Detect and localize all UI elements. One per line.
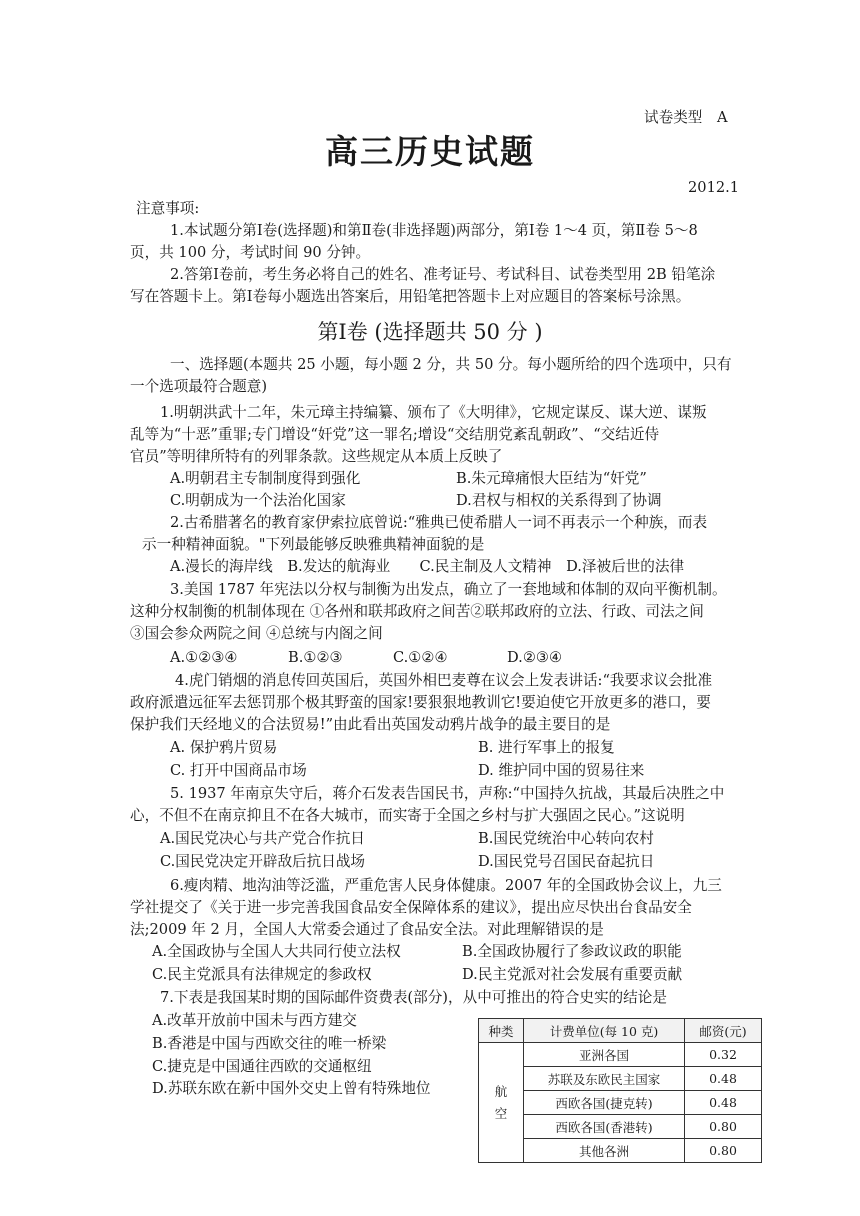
q6-option-d: D.民主党派对社会发展有重要贡献 xyxy=(462,966,683,983)
table-cell-fee: 0.32 xyxy=(685,1043,762,1067)
q5-option-a: A.国民党决心与共产党合作抗日 xyxy=(160,830,365,847)
note-2-line-1: 2.答第Ⅰ卷前，考生务必将自己的姓名、准考证号、考试科目、试卷类型用 2B 铅笔涂 xyxy=(170,266,716,283)
q3-option-a: A.①②③④ xyxy=(170,649,238,666)
paper-type-label: 试卷类型 A xyxy=(644,109,728,126)
q1-option-b: B.朱元璋痛恨大臣结为“奸党” xyxy=(456,470,647,487)
q4-option-d: D. 维护同中国的贸易往来 xyxy=(478,762,645,779)
q1-stem-line-3: 官员”等明律所特有的列罪条款。这些规定从本质上反映了 xyxy=(130,448,503,465)
q6-option-b: B.全国政协履行了参政议政的职能 xyxy=(462,943,682,960)
table-header-row xyxy=(479,1019,762,1043)
q5-option-c: C.国民党决定开辟敌后抗日战场 xyxy=(160,853,366,870)
q1-stem-line-2: 乱等为“十恶”重罪;专门增设“奸党”这一罪名;增设“交结朋党紊乱朝政”、“交结近侍 xyxy=(130,426,660,443)
table-cell-unit: 西欧各国(捷克转) xyxy=(524,1091,685,1115)
q4-option-b: B. 进行军事上的报复 xyxy=(478,739,615,756)
table-row xyxy=(479,1043,762,1067)
note-1-line-2: 页，共 100 分，考试时间 90 分钟。 xyxy=(130,244,371,261)
table-cell-unit: 亚洲各国 xyxy=(524,1043,685,1067)
q3-option-c: C.①②④ xyxy=(393,649,448,666)
q3-option-d: D.②③④ xyxy=(507,649,563,666)
q7-option-b: B.香港是中国与西欧交往的唯一桥梁 xyxy=(152,1035,387,1052)
section-intro-line-2: 一个选项最符合题意) xyxy=(130,378,268,395)
q7-option-d: D.苏联东欧在新中国外交史上曾有特殊地位 xyxy=(152,1080,431,1097)
q1-option-a: A.明朝君主专制制度得到强化 xyxy=(170,470,361,487)
notes-heading: 注意事项: xyxy=(136,200,200,217)
q5-option-d: D.国民党号召国民奋起抗日 xyxy=(478,853,655,870)
q7-option-c: C.捷克是中国通往西欧的交通枢纽 xyxy=(152,1058,372,1075)
q6-stem-line-1: 6.瘦肉精、地沟油等泛滥，严重危害人民身体健康。2007 年的全国政协会议上，九三 xyxy=(170,877,722,894)
table-cell-unit: 其他各洲 xyxy=(524,1139,685,1163)
q5-option-b: B.国民党统治中心转向农村 xyxy=(478,830,654,847)
table-header-unit: 计费单位(每 10 克) xyxy=(524,1019,685,1043)
table-cell-fee: 0.48 xyxy=(685,1067,762,1091)
q6-option-a: A.全国政协与全国人大共同行使立法权 xyxy=(152,943,401,960)
q3-stem-line-1: 3.美国 1787 年宪法以分权与制衡为出发点，确立了一套地域和体制的双向平衡机制。 xyxy=(170,581,727,598)
q1-option-d: D.君权与相权的关系得到了协调 xyxy=(456,492,662,509)
q6-stem-line-2: 学社提交了《关于进一步完善我国食品安全保障体系的建议》，提出应尽快出台食品安全 xyxy=(130,899,692,916)
page-title: 高三历史试题 xyxy=(325,132,535,171)
q6-option-c: C.民主党派具有法律规定的参政权 xyxy=(152,966,372,983)
q4-stem-line-1: 4.虎门销烟的消息传回英国后，英国外相巴麦尊在议会上发表讲话:“我要求议会批准 xyxy=(175,672,713,689)
q4-option-a: A. 保护鸦片贸易 xyxy=(170,739,278,756)
table-cell-unit: 苏联及东欧民主国家 xyxy=(524,1067,685,1091)
q7-stem-line-1: 7.下表是我国某时期的国际邮件资费表(部分)，从中可推出的符合史实的结论是 xyxy=(160,989,667,1006)
q4-option-c: C. 打开中国商品市场 xyxy=(170,762,307,779)
q5-stem-line-1: 5. 1937 年南京失守后，蒋介石发表告国民书，声称:“中国持久抗战，其最后决胜之中 xyxy=(170,785,725,802)
section-intro-line-1: 一、选择题(本题共 25 小题，每小题 2 分，共 50 分。每小题所给的四个选项中，只有 xyxy=(170,356,732,373)
table-cell-fee: 0.80 xyxy=(685,1139,762,1163)
note-2-line-2: 写在答题卡上。第Ⅰ卷每小题选出答案后，用铅笔把答题卡上对应题目的答案标号涂黑。 xyxy=(130,288,691,305)
q1-option-c: C.明朝成为一个法治化国家 xyxy=(170,492,346,509)
table-cell-fee: 0.48 xyxy=(685,1091,762,1115)
table-cell-fee: 0.80 xyxy=(685,1115,762,1139)
q1-stem-line-1: 1.明朝洪武十二年，朱元璋主持编纂、颁布了《大明律》，它规定谋反、谋大逆、谋叛 xyxy=(160,404,707,421)
q2-stem-line-1: 2.古希腊著名的教育家伊索拉底曾说:“雅典已使希腊人一词不再表示一个种族，而表 xyxy=(170,514,708,531)
table-cell-unit: 西欧各国(香港转) xyxy=(524,1115,685,1139)
table-header-fee: 邮资(元) xyxy=(685,1019,762,1043)
table-header-category: 种类 xyxy=(479,1019,524,1043)
note-1-line-1: 1.本试题分第Ⅰ卷(选择题)和第Ⅱ卷(非选择题)两部分，第Ⅰ卷 1～4 页，第Ⅱ卷 5～8 xyxy=(170,222,698,239)
q2-stem-line-2: 示一种精神面貌。"下列最能够反映雅典精神面貌的是 xyxy=(142,536,485,553)
table-category-cell xyxy=(479,1043,524,1163)
q4-stem-line-2: 政府派遣远征军去惩罚那个极其野蛮的国家!要狠狠地教训它!要迫使它开放更多的港口，要 xyxy=(130,694,711,711)
table-category-label: 航空 xyxy=(494,1083,508,1121)
postal-fee-table xyxy=(478,1018,762,1163)
exam-date: 2012.1 xyxy=(688,179,740,196)
q6-stem-line-3: 法;2009 年 2 月，全国人大常委会通过了食品安全法。对此理解错误的是 xyxy=(130,921,604,938)
q3-stem-line-2: 这种分权制衡的机制体现在 ①各州和联邦政府之间苦②联邦政府的立法、行政、司法之间 xyxy=(130,603,704,620)
q5-stem-line-2: 心，不但不在南京抑且不在各大城市，而实寄于全国之乡村与扩大强固之民心。”这说明 xyxy=(130,807,685,824)
section-title: 第Ⅰ卷 (选择题共 50 分 ) xyxy=(317,320,543,344)
q2-options: A.漫长的海岸线 B.发达的航海业 C.民主制及人文精神 D.泽被后世的法律 xyxy=(170,558,685,575)
q4-stem-line-3: 保护我们天经地义的合法贸易!”由此看出英国发动鸦片战争的最主要目的是 xyxy=(130,716,611,733)
q3-stem-line-3: ③国会参众两院之间 ④总统与内阁之间 xyxy=(130,625,383,642)
q7-option-a: A.改革开放前中国未与西方建交 xyxy=(152,1012,357,1029)
q3-option-b: B.①②③ xyxy=(288,649,343,666)
